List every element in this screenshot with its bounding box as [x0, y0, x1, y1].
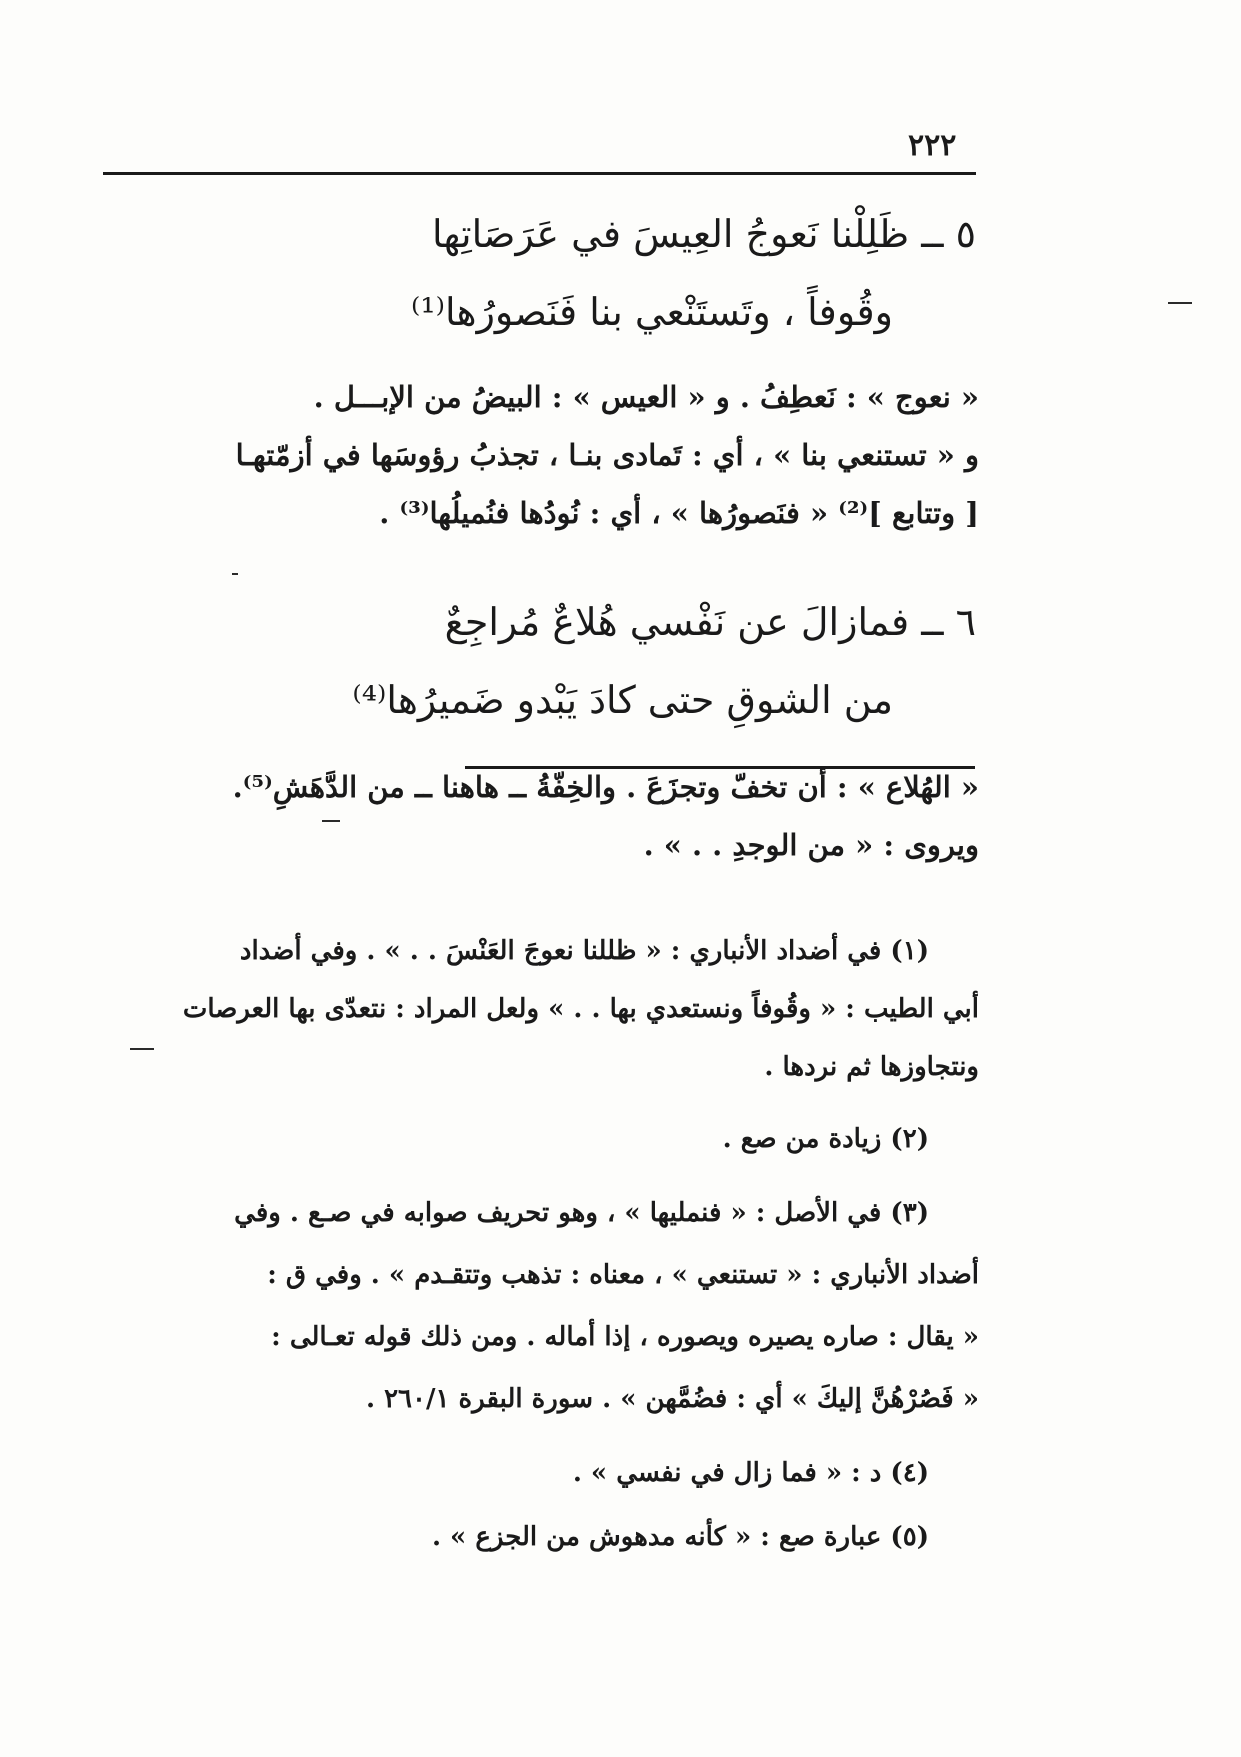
- footnote-1-line: (١) في أضداد الأنباري : « ظللنا نعوجَ العَنْسَ . . » . وفي أضداد: [239, 936, 929, 966]
- footnote-4: (٤) د : « فما زال في نفسي » .: [572, 1458, 929, 1488]
- verse-5-second-hemistich: وقُوفاً ، وتَستَنْعي بنا فَنَصورُها⁽¹⁾: [411, 290, 893, 334]
- footnote-5: (٥) عبارة صع : « كأنه مدهوش من الجزع » .: [431, 1522, 929, 1552]
- page-number: ٢٢٢: [908, 128, 957, 163]
- commentary-line: [ وتتابع ]⁽²⁾ « فنَصورُها » ، أي : نُودُها فنُميلُها⁽³⁾ .: [379, 496, 979, 530]
- verse-5-first-hemistich: ٥ ــ ظَلِلْنا نَعوجُ العِيسَ في عَرَصَاتِها: [431, 212, 976, 256]
- verse-6-first-hemistich: ٦ ــ فمازالَ عن نَفْسي هُلاعٌ مُراجِعٌ: [444, 600, 976, 644]
- margin-mark: [232, 573, 238, 575]
- verse-6-second-hemistich: من الشوقِ حتى كادَ يَبْدو ضَميرُها⁽⁴⁾: [352, 678, 893, 722]
- margin-mark: [1168, 302, 1192, 304]
- commentary-line: ويروى : « من الوجدِ . . » .: [643, 828, 979, 862]
- header-rule: [103, 172, 976, 175]
- margin-mark: [130, 1048, 154, 1050]
- footnote-2: (٢) زيادة من صع .: [722, 1124, 929, 1154]
- footnote-1-line: أبي الطيب : « وقُوفاً ونستعدي بها . . » ولعل المراد : نتعدّى بها العرصات: [182, 994, 979, 1024]
- margin-mark: [322, 820, 340, 822]
- footnote-3-line: أضداد الأنباري : « تستنعي » ، معناه : تذهب وتتقـدم » . وفي ق :: [267, 1260, 979, 1290]
- commentary-line: « نعوج » : نَعطِفُ . و « العيس » : البيضُ من الإبـــل .: [313, 380, 979, 414]
- commentary-line: و « تستنعي بنا » ، أي : تَمادى بنـا ، تجذبُ رؤوسَها في أزمّتهـا: [235, 438, 979, 472]
- footnote-3-line: « يقال : صاره يصيره ويصوره ، إذا أماله . ومن ذلك قوله تعـالى :: [271, 1322, 979, 1352]
- footnote-3-line: « فَصُرْهُنَّ إليكَ » أي : فضُمَّهن » . سورة البقرة ٢٦٠/١ .: [365, 1384, 979, 1414]
- footnotes-rule: [465, 766, 975, 769]
- footnote-1-line: ونتجاوزها ثم نردها .: [764, 1052, 979, 1082]
- commentary-line: « الهُلاع » : أن تخفّ وتجزَعَ . والخِفّةُ ــ هاهنا ــ من الدَّهَشِ⁽⁵⁾.: [232, 770, 979, 804]
- footnote-3-line: (٣) في الأصل : « فنمليها » ، وهو تحريف صوابه في صـع . وفي: [234, 1198, 929, 1228]
